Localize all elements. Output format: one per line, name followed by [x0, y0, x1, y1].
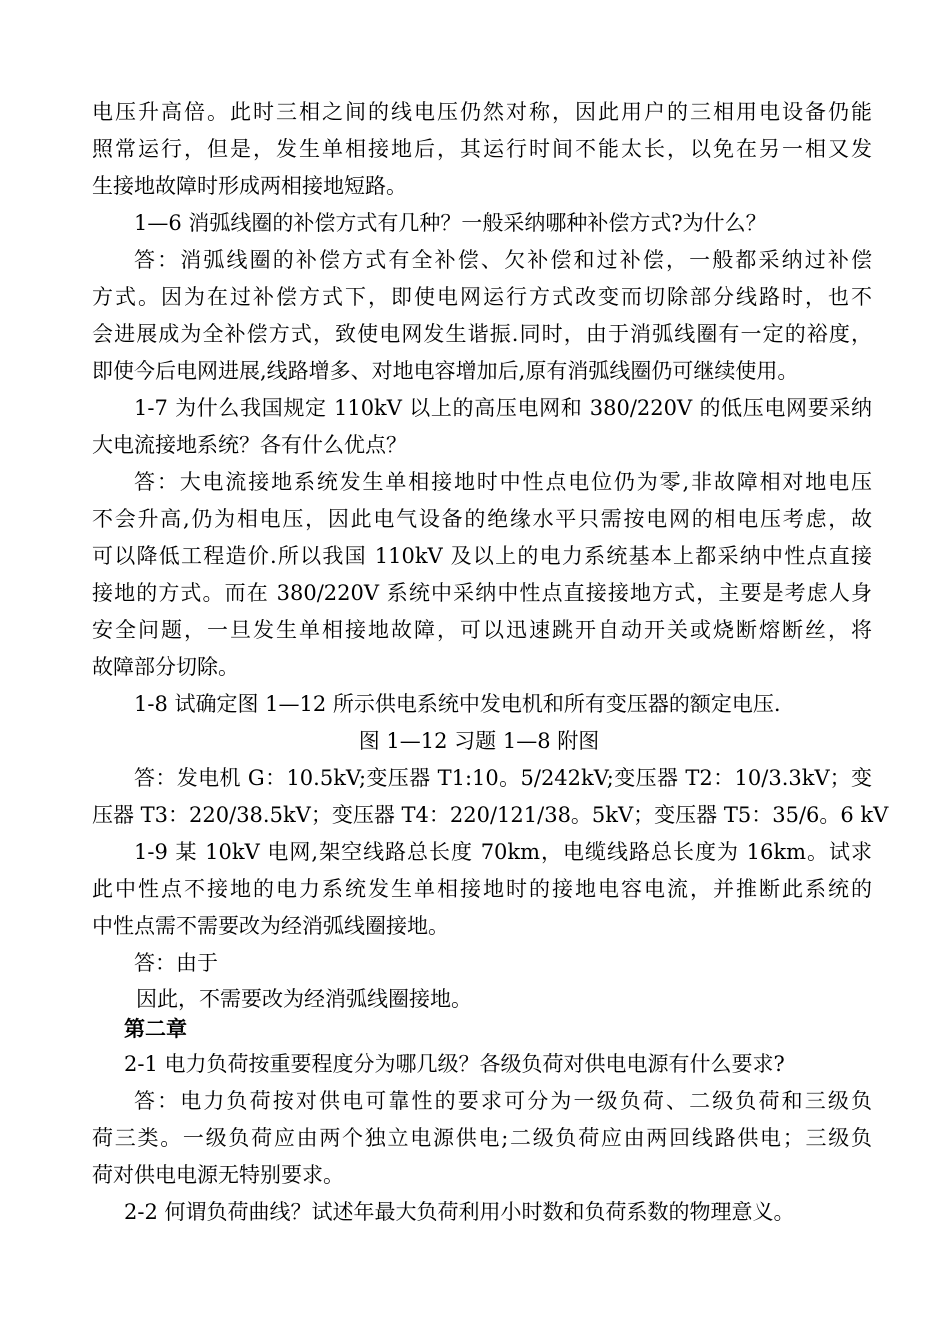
answer-line: 答：大电流接地系统发生单相接地时中性点电位仍为零,非故障相对地电压: [134, 470, 872, 494]
paragraph-line: 故障部分切除。: [92, 655, 239, 679]
answer-line: 答：发电机 G：10.5kV;变压器 T1:10。5/242kV;变压器 T2：10/3.3kV；变: [134, 766, 872, 790]
question-2-2: 2-2 何谓负荷曲线？试述年最大负荷利用小时数和负荷系数的物理意义。: [124, 1200, 795, 1224]
paragraph-line: 可以降低工程造价.所以我国 110kV 及以上的电力系统基本上都采纳中性点直接: [92, 544, 872, 568]
figure-caption: 图 1—12 习题 1—8 附图: [358, 729, 600, 753]
paragraph-line: 此中性点不接地的电力系统发生单相接地时的接地电容电流，并推断此系统的: [92, 877, 872, 901]
paragraph-line: 荷对供电电源无特别要求。: [92, 1163, 344, 1187]
paragraph-line: 中性点需不需要改为经消弧线圈接地。: [92, 914, 449, 938]
paragraph-line: 接地的方式。而在 380/220V 系统中采纳中性点直接接地方式，主要是考虑人身: [92, 581, 872, 605]
answer-line: 答：由于: [134, 951, 218, 975]
paragraph-line: 方式。因为在过补偿方式下，即使电网运行方式改变而切除部分线路时，也不: [92, 285, 872, 309]
paragraph-line: 生接地故障时形成两相接地短路。: [92, 174, 407, 198]
question-1-8: 1-8 试确定图 1—12 所示供电系统中发电机和所有变压器的额定电压.: [134, 692, 781, 716]
paragraph-line: 大电流接地系统？各有什么优点？: [92, 433, 407, 457]
paragraph-line: 会进展成为全补偿方式，致使电网发生谐振.同时，由于消弧线圈有一定的裕度，: [92, 322, 872, 346]
paragraph-line: 照常运行，但是，发生单相接地后，其运行时间不能太长，以免在另一相又发: [92, 137, 872, 161]
question-1-7: 1-7 为什么我国规定 110kV 以上的高压电网和 380/220V 的低压电网要采纳: [134, 396, 872, 420]
paragraph-line: 电压升高倍。此时三相之间的线电压仍然对称，因此用户的三相用电设备仍能: [92, 100, 872, 124]
paragraph-line: 荷三类。一级负荷应由两个独立电源供电;二级负荷应由两回线路供电；三级负: [92, 1126, 872, 1150]
paragraph-line: 压器 T3：220/38.5kV；变压器 T4：220/121/38。5kV；变压器 T5：35/6。6 kV: [92, 803, 889, 827]
question-1-9: 1-9 某 10kV 电网,架空线路总长度 70km，电缆线路总长度为 16km。试求: [134, 840, 872, 864]
paragraph-line: 安全问题，一旦发生单相接地故障，可以迅速跳开自动开关或烧断熔断丝，将: [92, 618, 872, 642]
question-2-1: 2-1 电力负荷按重要程度分为哪几级？各级负荷对供电电源有什么要求?: [124, 1052, 785, 1076]
answer-line: 答：消弧线圈的补偿方式有全补偿、欠补偿和过补偿，一般都采纳过补偿: [134, 248, 872, 272]
answer-line: 答：电力负荷按对供电可靠性的要求可分为一级负荷、二级负荷和三级负: [134, 1089, 872, 1113]
paragraph-line: 即使今后电网进展,线路增多、对地电容增加后,原有消弧线圈仍可继续使用。: [92, 359, 799, 383]
chapter-heading: 第二章: [124, 1017, 187, 1041]
paragraph-line: 不会升高,仍为相电压，因此电气设备的绝缘水平只需按电网的相电压考虑，故: [92, 507, 872, 531]
conclusion-line: 因此，不需要改为经消弧线圈接地。: [136, 987, 472, 1011]
question-1-6: 1—6 消弧线圈的补偿方式有几种？一般采纳哪种补偿方式?为什么？: [134, 211, 767, 235]
